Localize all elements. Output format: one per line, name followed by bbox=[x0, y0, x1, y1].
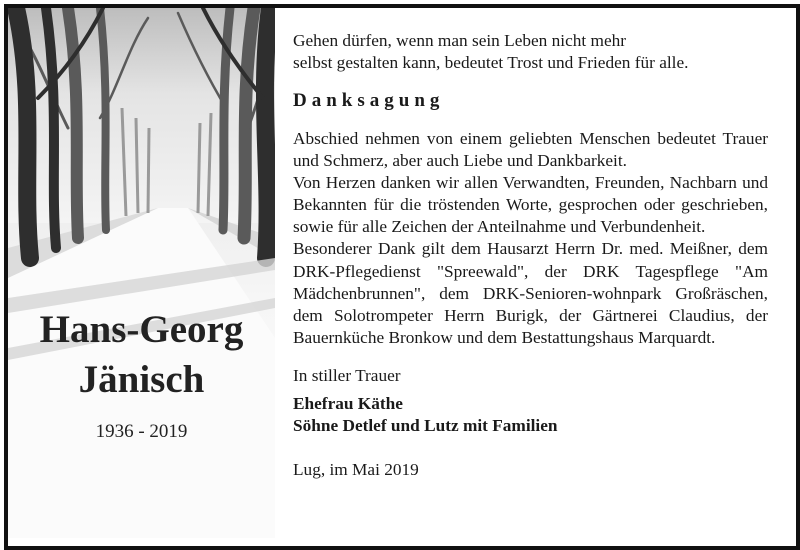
winter-avenue-photo bbox=[8, 8, 275, 538]
paragraph: Besonderer Dank gilt dem Hausarzt Herrn Dr. med. Meißner, dem DRK-Pflegedienst "Spreewald", der DRK Tagespflege "Am Mädchenbrunnen", dem DRK-Senioren-wohnpark Großräschen, dem Solotrompeter Herrn Burigk, der Gärtnerei Claudius, der Bauernküche Bronkow und dem Bestattungshaus Marquardt. bbox=[293, 239, 768, 347]
tree-avenue-icon bbox=[8, 8, 275, 538]
title-danksagung: Danksagung bbox=[293, 90, 445, 111]
family-line: Ehefrau Käthe bbox=[293, 393, 403, 413]
paragraph: Abschied nehmen von einem geliebten Menschen bedeutet Trauer und Schmerz, aber auch Liebe und Dankbarkeit. bbox=[293, 129, 768, 171]
thanks-body bbox=[293, 128, 768, 349]
mourning-line: In stiller Trauer bbox=[293, 365, 401, 385]
quote-line: selbst gestalten kann, bedeutet Trost und Frieden für alle. bbox=[293, 53, 689, 72]
last-name: Jänisch bbox=[78, 358, 205, 401]
deceased-name bbox=[8, 305, 275, 405]
life-years: 1936 - 2019 bbox=[95, 421, 188, 442]
family-line: Söhne Detlef und Lutz mit Familien bbox=[293, 415, 558, 435]
family-signature bbox=[293, 393, 768, 437]
paragraph: Von Herzen danken wir allen Verwandten, Freunden, Nachbarn und Bekannten für die tröstenden Worte, gesprochen oder geschrieben, sowie für alle Zeichen der Anteilnahme und Verbundenheit. bbox=[293, 173, 768, 237]
obituary-text bbox=[293, 30, 768, 481]
quote bbox=[293, 30, 768, 74]
place-date: Lug, im Mai 2019 bbox=[293, 459, 419, 479]
quote-line: Gehen dürfen, wenn man sein Leben nicht mehr bbox=[293, 31, 627, 50]
first-name: Hans-Georg bbox=[39, 308, 244, 351]
